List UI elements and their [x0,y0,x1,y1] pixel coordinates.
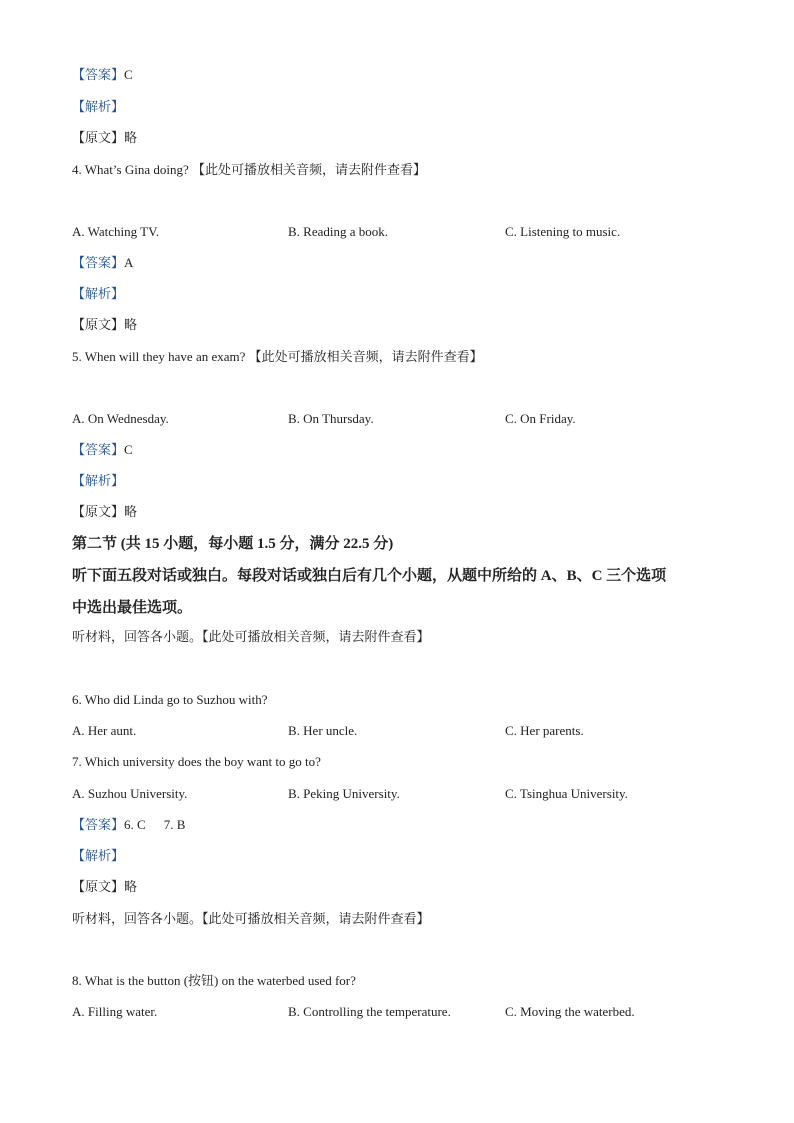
original-line [72,316,137,334]
q8-option-b: B. Controlling the temperature. [288,1004,451,1019]
q7-option-c: C. Tsinghua University. [505,786,628,801]
q5-option-b: B. On Thursday. [288,411,374,426]
answer-value: A [124,255,134,270]
q4-option-b: B. Reading a book. [288,224,389,239]
original-tag: 【原文】 [72,130,125,145]
answer-line [72,66,133,84]
question-5: 5. When will they have an exam? 【此处可播放相关音频，请去附件查看】 [72,349,483,364]
answer-tag: 【答案】 [72,67,125,82]
answer-value-6: 6. C [124,817,146,832]
answer-line [72,816,185,834]
original-line [72,503,137,521]
question-7: 7. Which university does the boy want to go to? [72,754,321,769]
original-line [72,129,137,147]
listening-prompt: 听材料，回答各小题。【此处可播放相关音频，请去附件查看】 [72,629,430,644]
answer-value: C [124,67,133,82]
q6-option-a: A. Her aunt. [72,723,137,738]
analysis-tag: 【解析】 [72,473,125,488]
original-tag: 【原文】 [72,879,125,894]
analysis-tag: 【解析】 [72,286,125,301]
section-instruction-cont: 中选出最佳选项。 [72,600,193,616]
answer-tag: 【答案】 [72,817,125,832]
answer-value-7: 7. B [163,817,186,832]
original-line [72,878,137,896]
original-value: 略 [124,130,138,145]
original-tag: 【原文】 [72,317,125,332]
q6-option-b: B. Her uncle. [288,723,358,738]
listening-prompt: 听材料，回答各小题。【此处可播放相关音频，请去附件查看】 [72,911,430,926]
q5-option-a: A. On Wednesday. [72,411,169,426]
q5-option-c: C. On Friday. [505,411,576,426]
original-value: 略 [124,879,138,894]
q6-option-c: C. Her parents. [505,723,584,738]
section-instruction: 听下面五段对话或独白。每段对话或独白后有几个小题，从题中所给的 A、B、C 三个选项 [72,568,667,584]
question-4: 4. What’s Gina doing? 【此处可播放相关音频，请去附件查看】 [72,162,426,177]
section-heading: 第二节 (共 15 小题，每小题 1.5 分，满分 22.5 分) [72,536,394,552]
q7-option-a: A. Suzhou University. [72,786,188,801]
analysis-tag: 【解析】 [72,848,125,863]
q8-option-a: A. Filling water. [72,1004,158,1019]
answer-line [72,441,133,459]
answer-value: C [124,442,133,457]
question-8: 8. What is the button (按钮) on the waterbed used for? [72,973,356,988]
question-6: 6. Who did Linda go to Suzhou with? [72,692,268,707]
original-value: 略 [124,504,138,519]
answer-tag: 【答案】 [72,255,125,270]
original-value: 略 [124,317,138,332]
original-tag: 【原文】 [72,504,125,519]
answer-tag: 【答案】 [72,442,125,457]
analysis-line [72,847,124,865]
analysis-tag: 【解析】 [72,99,125,114]
q7-option-b: B. Peking University. [288,786,400,801]
q4-option-c: C. Listening to music. [505,224,621,239]
q8-option-c: C. Moving the waterbed. [505,1004,635,1019]
analysis-line [72,285,124,303]
analysis-line [72,98,124,116]
q4-option-a: A. Watching TV. [72,224,160,239]
analysis-line [72,472,124,490]
answer-line [72,254,133,272]
